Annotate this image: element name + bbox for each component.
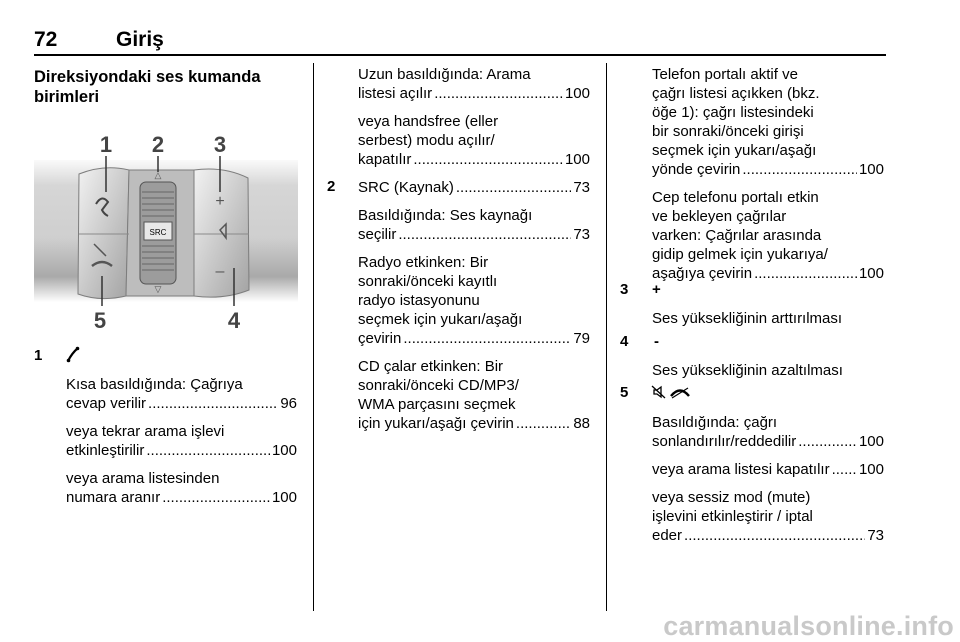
- text-line: Radyo etkinken: Bir: [358, 254, 489, 271]
- column-divider-1: [313, 63, 314, 611]
- callout-4: 4: [227, 308, 241, 333]
- header-rule: [34, 54, 886, 56]
- index-entry: sonlandırılır/reddedilir ..... 100: [652, 432, 884, 451]
- text-line: Basıldığında: Ses kaynağı: [358, 207, 533, 224]
- item-3-number: 3: [620, 281, 629, 298]
- text-line: veya tekrar arama işlevi: [66, 423, 225, 440]
- text-line: varken: Çağrılar arasında: [652, 227, 822, 244]
- item-4-symbol: -: [654, 333, 659, 350]
- item-4-number: 4: [620, 333, 629, 350]
- text-line: Cep telefonu portalı etkin: [652, 189, 819, 206]
- text-line: serbest) modu açılır/: [358, 132, 495, 149]
- hang-up-icon: [669, 386, 691, 404]
- item-5-number: 5: [620, 384, 629, 401]
- svg-text:▽: ▽: [154, 284, 162, 294]
- index-entry: çevirin ..... 79: [358, 329, 590, 348]
- text-line: Kısa basıldığında: Çağrıya: [66, 376, 243, 393]
- text-line: Ses yüksekliğinin arttırılması: [652, 310, 843, 327]
- item-1-number: 1: [34, 347, 43, 364]
- text-line: öğe 1): çağrı listesindeki: [652, 104, 814, 121]
- index-entry: cevap verilir ..... 96: [66, 394, 297, 413]
- callout-1: 1: [99, 132, 113, 157]
- callout-3: 3: [213, 132, 227, 157]
- item-3-symbol: +: [652, 281, 661, 298]
- text-line: seçmek için yukarı/aşağı: [358, 311, 523, 328]
- steering-wheel-controls-figure: [34, 126, 298, 336]
- text-line: veya arama listesinden: [66, 470, 220, 487]
- svg-text:△: △: [154, 170, 162, 180]
- index-entry: için yukarı/aşağı çevirin ..... 88: [358, 414, 590, 433]
- text-line: WMA parçasını seçmek: [358, 396, 516, 413]
- text-line: bir sonraki/önceki girişi: [652, 123, 804, 140]
- text-line: veya sessiz mod (mute): [652, 489, 811, 506]
- index-entry: kapatılır ..... 100: [358, 150, 590, 169]
- text-line: işlevini etkinleştirir / iptal: [652, 508, 813, 525]
- index-entry: SRC (Kaynak) ..... 73: [358, 178, 590, 197]
- index-entry: yönde çevirin ..... 100: [652, 160, 884, 179]
- text-line: ve bekleyen çağrılar: [652, 208, 787, 225]
- text-line: çağrı listesi açıkken (bkz.: [652, 85, 820, 102]
- svg-text:+: +: [215, 193, 225, 210]
- text-line: radyo istasyonunu: [358, 292, 480, 309]
- index-entry: veya arama listesi kapatılır ..... 100: [652, 460, 884, 479]
- column-divider-2: [606, 63, 607, 611]
- index-entry: aşağıya çevirin ..... 100: [652, 264, 884, 283]
- text-line: Ses yüksekliğinin azaltılması: [652, 362, 843, 379]
- index-entry: etkinleştirilir ..... 100: [66, 441, 297, 460]
- mute-icon: [651, 384, 667, 405]
- src-button-text: SRC: [149, 228, 167, 237]
- phone-handset-icon: [66, 345, 80, 368]
- text-line: CD çalar etkinken: Bir: [358, 358, 504, 375]
- text-line: sonraki/önceki CD/MP3/: [358, 377, 519, 394]
- watermark: carmanualsonline.info: [663, 611, 954, 641]
- index-entry: seçilir ..... 73: [358, 225, 590, 244]
- page-header-title: Giriş: [116, 28, 164, 51]
- index-entry: numara aranır ..... 100: [66, 488, 297, 507]
- text-line: gidip gelmek için yukarıya/: [652, 246, 828, 263]
- index-entry: listesi açılır ..... 100: [358, 84, 590, 103]
- section-title: Direksiyondaki ses kumanda birimleri: [34, 68, 261, 106]
- text-line: veya handsfree (eller: [358, 113, 499, 130]
- svg-text:–: –: [215, 263, 225, 280]
- item-2-number: 2: [327, 178, 336, 195]
- page-number: 72: [34, 28, 58, 51]
- text-line: Uzun basıldığında: Arama: [358, 66, 531, 83]
- callout-5: 5: [93, 308, 107, 333]
- index-entry: eder ..... 73: [652, 526, 884, 545]
- text-line: seçmek için yukarı/aşağı: [652, 142, 817, 159]
- text-line: Telefon portalı aktif ve: [652, 66, 798, 83]
- text-line: sonraki/önceki kayıtlı: [358, 273, 498, 290]
- text-line: Basıldığında: çağrı: [652, 414, 778, 431]
- callout-2: 2: [151, 132, 165, 157]
